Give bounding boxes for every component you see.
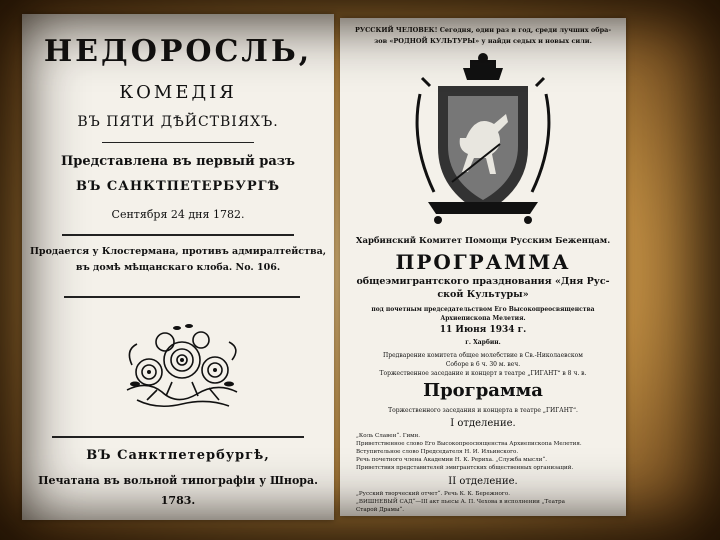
- printer-line: Печатана въ вольной типографіи у Шнора.: [38, 474, 318, 487]
- header-line-2: зов «РОДНОЙ КУЛЬТУРЫ» у найди седых и новых сили.: [374, 37, 592, 45]
- premiere-city: ВЪ САНКТПЕТЕРБУРГѢ: [75, 179, 281, 194]
- divider: [102, 142, 254, 143]
- book-title: НЕДОРОСЛЬ,: [43, 34, 313, 69]
- event-date: 11 Июня 1934 г.: [439, 325, 527, 335]
- program-heading: Программа: [423, 380, 543, 401]
- program-poster-1934: [340, 18, 626, 516]
- part-1-item: Приветствия представителей эмигрантских общественных организаций.: [356, 465, 574, 471]
- presented-line: Представлена въ первый разъ: [60, 154, 296, 169]
- part-2-heading: II отделение.: [448, 476, 518, 487]
- part-1-item: Речь почетного члена Академии Н. К. Рериха. „Служба мысли“.: [356, 457, 548, 463]
- part-2-item: „Русский творческий отчет“. Речь К. К. Бережного.: [356, 491, 510, 497]
- divider: [64, 296, 300, 298]
- schedule-line-3: Торжественное заседание и концерт в театре „ГИГАНТ“ в 8 ч. в.: [379, 370, 587, 377]
- part-2-item: „ВИШНЕВЫЙ САД“—III акт пьесы А. П. Чехова в исполнении „Театра: [356, 499, 565, 505]
- divider: [52, 436, 304, 438]
- title-page-nedorosl: [22, 14, 334, 520]
- part-1-list: [356, 432, 582, 472]
- schedule-line-2: Соборе в 6 ч. 30 м. веч.: [445, 361, 521, 368]
- part-1-item: Вступительное слово Председателя Н. И. Ильинского.: [356, 449, 519, 455]
- part-2-item: Старой Драмы“.: [356, 507, 405, 513]
- header-line-1: РУССКИЙ ЧЕЛОВЕК! Сегодня, один раз в год, среди лучших обра-: [354, 26, 612, 34]
- patron-line-2: Архиепископа Мелетия.: [440, 315, 526, 322]
- subtitle-line-1: общеэмигрантского празднования «Дня Рус-: [356, 276, 610, 287]
- program-subheading: Торжественного заседания и концерта в театре „ГИГАНТ“.: [388, 407, 578, 414]
- schedule-line-1: Предварение комитета общее молебствие в Св.-Николаевском: [383, 352, 583, 359]
- part-1-item: „Коль Славен“. Гимн.: [356, 433, 421, 439]
- premiere-date: Сентября 24 дня 1782.: [111, 208, 245, 221]
- event-city: г. Харбин.: [465, 339, 501, 346]
- patron-line-1: под почетным председательством Его Высокопреосвященства: [371, 306, 595, 313]
- print-year: 1783.: [160, 494, 196, 507]
- coat-of-arms-emblem: [408, 52, 558, 228]
- floral-vignette-ornament: [117, 320, 247, 416]
- book-acts: ВЪ ПЯТИ ДѢЙСТВІЯХЪ.: [77, 114, 279, 130]
- print-city: ВЪ Санктпетербургѣ,: [86, 448, 270, 463]
- program-title: ПРОГРАММА: [395, 250, 571, 274]
- double-divider: [62, 234, 294, 236]
- part-2-list: [356, 490, 565, 514]
- subtitle-line-2: ской Культуры»: [437, 289, 529, 300]
- committee-name: Харбинский Комитет Помощи Русским Беженцам.: [355, 236, 611, 246]
- book-genre: КОМЕДІЯ: [119, 82, 237, 103]
- part-1-item: Приветственное слово Его Высокопреосвященства Архиепископа Мелетия.: [356, 441, 582, 447]
- seller-line-2: въ домѣ мѣщанскаго клоба. No. 106.: [75, 262, 281, 273]
- part-1-heading: I отделение.: [450, 418, 516, 429]
- seller-line-1: Продается у Клостермана, противъ адмиралтейства,: [29, 246, 327, 257]
